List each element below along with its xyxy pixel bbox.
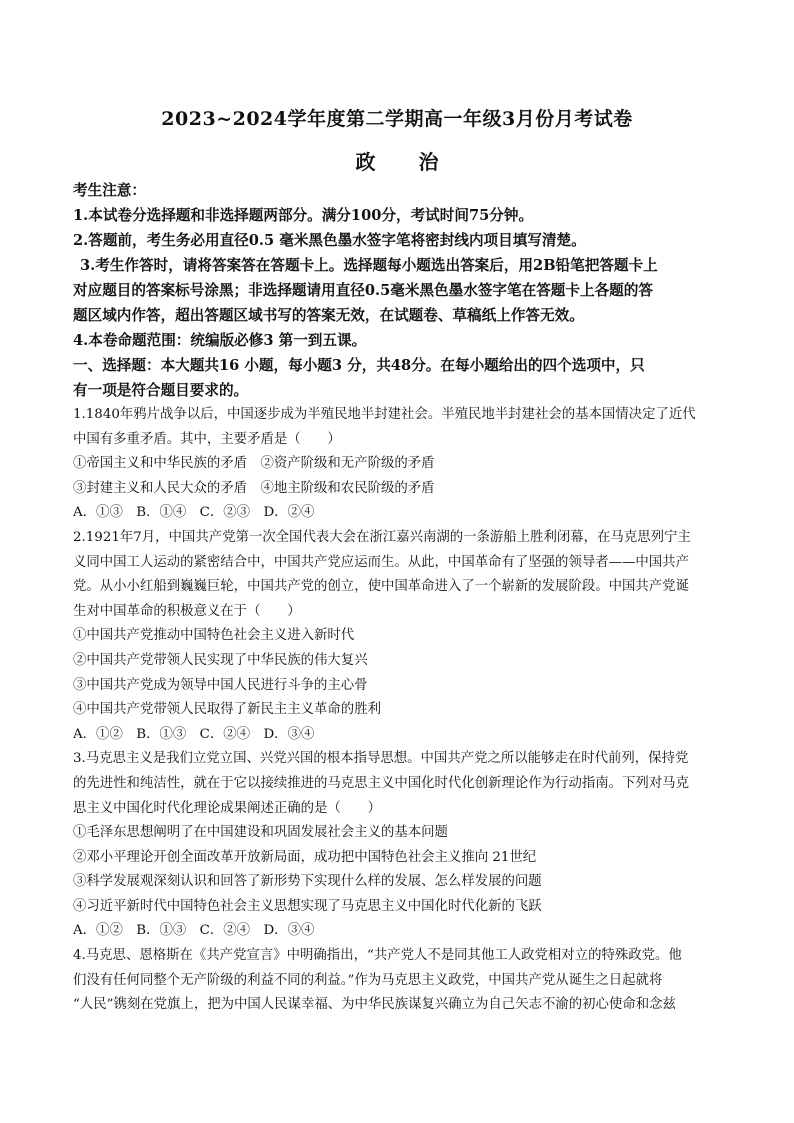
question-stem: 1.1840年鸦片战争以后，中国逐步成为半殖民地半封建社会。半殖民地半封建社会的基本国情决定了近代: [73, 407, 696, 422]
answer-options: A．①③ B．①④ C．②③ D．②④: [73, 505, 315, 521]
question-3: [73, 747, 719, 944]
question-stem: 党。从小小红船到巍巍巨轮，中国共产党的创立，使中国革命进入了一个崭新的发展阶段。中国共产党诞: [73, 579, 689, 595]
question-item: ④中国共产党带领人民取得了新民主主义革命的胜利: [73, 702, 381, 718]
question-stem: 们没有任何同整个无产阶级的利益不同的利益。”作为马克思主义政党，中国共产党从诞生之日起就将: [73, 972, 663, 988]
question-item: ③中国共产党成为领导中国人民进行斗争的主心骨: [73, 677, 368, 693]
question-stem: 义同中国工人运动的紧密结合中，中国共产党应运而生。从此，中国革命有了坚强的领导者——中国共产: [73, 554, 689, 570]
question-stem: 3.马克思主义是我们立党立国、兴党兴国的根本指导思想。中国共产党之所以能够走在时代前列，保持党: [73, 751, 689, 767]
question-2: [73, 526, 719, 747]
answer-options: A．①② B．①③ C．②④ D．③④: [73, 726, 315, 742]
exam-title: 2023~2024学年度第二学期高一年级3月份月考试卷: [161, 108, 633, 130]
question-item: ①中国共产党推动中国特色社会主义进入新时代: [73, 628, 355, 644]
section-heading: 有一项是符合题目要求的。: [73, 382, 249, 399]
question-stem: 4.马克思、恩格斯在《共产党宣言》中明确指出，“共产党人不是同其他工人政党相对立的特殊政党。他: [73, 948, 682, 964]
notice-line: 4.本卷命题范围：统编版必修3 第一到五课。: [73, 332, 367, 349]
question-stem: 生对中国革命的积极意义在于（ ）: [73, 603, 301, 619]
notice-line: 题区域内作答，超出答题区域书写的答案无效，在试题卷、草稿纸上作答无效。: [73, 307, 584, 324]
question-stem: 思主义中国化时代化理论成果阐述正确的是（ ）: [73, 800, 381, 816]
question-4: [73, 944, 719, 1018]
question-stem: “人民”镌刻在党旗上，把为中国人民谋幸福、为中华民族谋复兴确立为自己矢志不渝的初心使命和念兹: [73, 997, 676, 1013]
notice-line: 1.本试卷分选择题和非选择题两部分。满分100分，考试时间75分钟。: [73, 207, 534, 224]
question-item: ④习近平新时代中国特色社会主义思想实现了马克思主义中国化时代化新的飞跃: [73, 898, 542, 914]
question-stem: 2.1921年7月，中国共产党第一次全国代表大会在浙江嘉兴南湖的一条游船上胜利闭幕，在马克思列宁主: [73, 529, 691, 545]
question-item: ③科学发展观深刻认识和回答了新形势下实现什么样的发展、怎么样发展的问题: [73, 874, 542, 890]
notice-heading: 考生注意：: [73, 182, 146, 199]
section-heading: 一、选择题：本大题共16 小题，每小题3 分，共48分。在每小题给出的四个选项中，只: [73, 357, 645, 374]
notice-line: 对应题目的答案标号涂黑；非选择题请用直径0.5毫米黑色墨水签字笔在答题卡上各题的答: [73, 282, 653, 299]
subject-title: 政 治: [355, 150, 457, 174]
exam-body: [73, 178, 719, 1018]
notice-line: 3.考生作答时，请将答案答在答题卡上。选择题每小题选出答案后，用2B铅笔把答题卡上: [80, 257, 658, 274]
question-1: [73, 403, 719, 526]
question-item: ②邓小平理论开创全面改革开放新局面，成功把中国特色社会主义推向 21世纪: [73, 849, 537, 865]
question-item: ①帝国主义和中华民族的矛盾 ②资产阶级和无产阶级的矛盾: [73, 456, 435, 472]
question-item: ①毛泽东思想阐明了在中国建设和巩固发展社会主义的基本问题: [73, 825, 448, 841]
question-stem: 中国有多重矛盾。其中，主要矛盾是（ ）: [73, 431, 341, 447]
question-item: ②中国共产党带领人民实现了中华民族的伟大复兴: [73, 652, 368, 668]
question-item: ③封建主义和人民大众的矛盾 ④地主阶级和农民阶级的矛盾: [73, 480, 435, 496]
notice-line: 2.答题前，考生务必用直径0.5 毫米黑色墨水签字笔将密封线内项目填写清楚。: [73, 232, 586, 249]
question-stem: 的先进性和纯洁性，就在于它以接续推进的马克思主义中国化时代化创新理论作为行动指南。下列对马克: [73, 775, 689, 791]
answer-options: A．①② B．①③ C．②④ D．③④: [73, 923, 315, 939]
